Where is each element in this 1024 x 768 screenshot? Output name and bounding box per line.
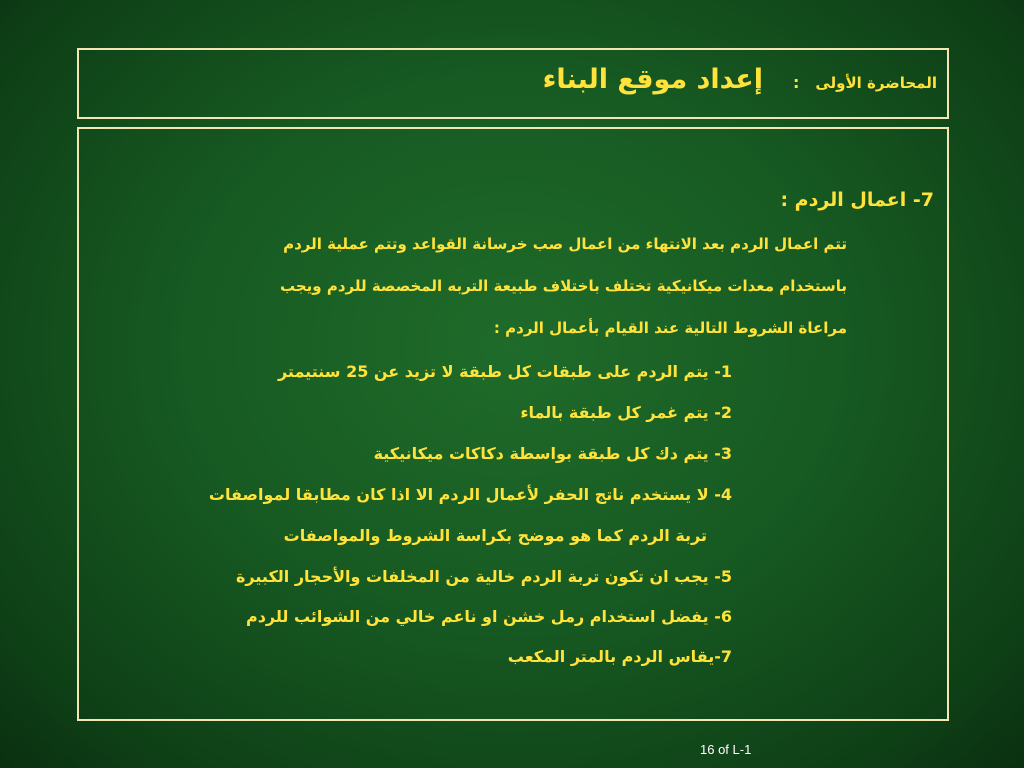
list-item-4-continued: تربة الردم كما هو موضح بكراسة الشروط والمواصفات [283,526,707,545]
intro-line-2: باستخدام معدات ميكانيكية تختلف باختلاف طبيعة التربه المخصصة للردم ويجب [279,277,847,295]
page-number: 16 of L-1 [700,742,752,757]
list-item-3: 3- يتم دك كل طبقة بواسطة دكاكات ميكانيكية [373,444,732,463]
header-colon: : [792,73,800,92]
intro-line-1: تتم اعمال الردم بعد الانتهاء من اعمال صب خرسانة القواعد وتتم عملية الردم [283,235,847,253]
list-item-5: 5- يجب ان تكون تربة الردم خالية من المخلفات والأحجار الكبيرة [235,567,732,586]
slide-title: إعداد موقع البناء [542,64,763,95]
section-title: 7- اعمال الردم : [780,189,934,211]
list-item-4: 4- لا يستخدم ناتج الحفر لأعمال الردم الا اذا كان مطابقا لمواصفات [208,485,732,504]
list-item-6: 6- يفضل استخدام رمل خشن او ناعم خالي من الشوائب للردم [245,607,732,626]
header-box [77,48,949,119]
list-item-1: 1- يتم الردم على طبقات كل طبقة لا تزيد عن 25 سنتيمتر [277,362,732,381]
content-box [77,127,949,721]
header-row [543,64,937,95]
intro-line-3: مراعاة الشروط التالية عند القيام بأعمال الردم : [493,319,847,337]
list-item-7: 7-يقاس الردم بالمتر المكعب [507,647,732,666]
lecture-label: المحاضرة الأولى [815,74,937,92]
list-item-2: 2- يتم غمر كل طبقة بالماء [520,403,732,422]
